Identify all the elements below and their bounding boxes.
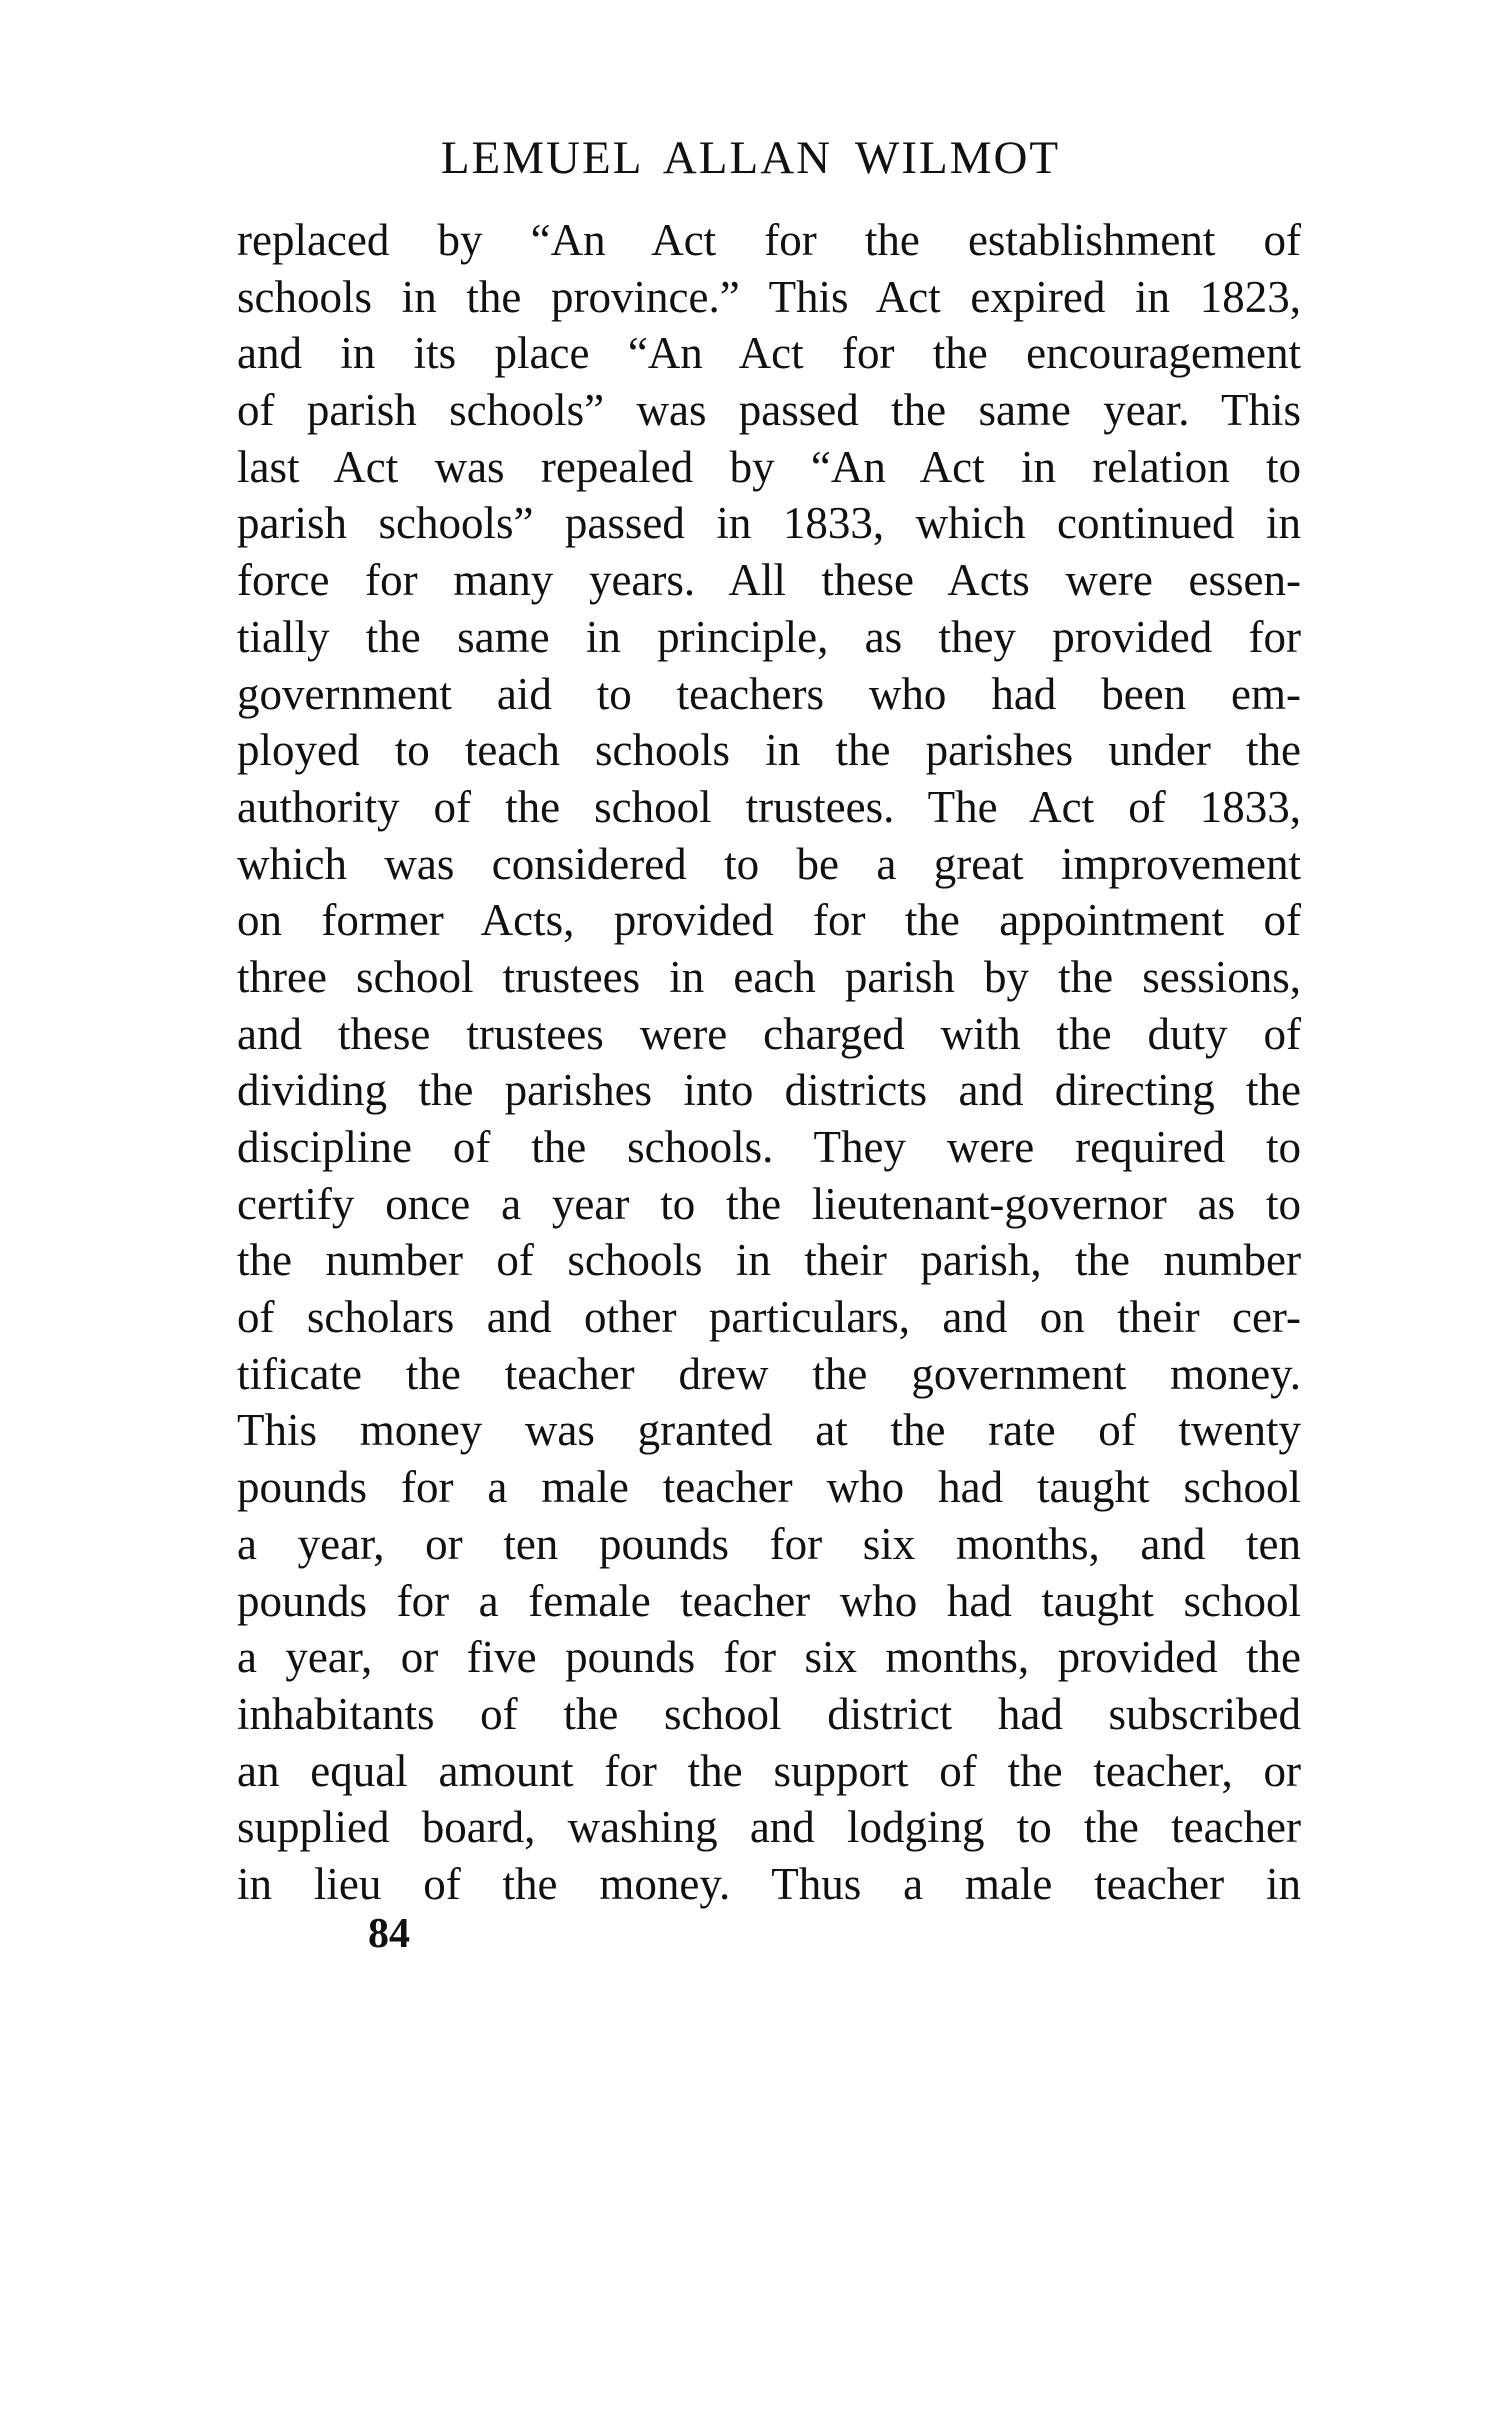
text-line: three school trustees in each parish by the sessions, bbox=[237, 951, 1301, 1002]
page-number: 84 bbox=[368, 1911, 410, 1957]
text-line: ployed to teach schools in the parishes under the bbox=[237, 725, 1301, 776]
text-line: parish schools” passed in 1833, which continued in bbox=[237, 498, 1301, 549]
text-line: last Act was repealed by “An Act in relation to bbox=[237, 441, 1301, 492]
text-line: This money was granted at the rate of twenty bbox=[237, 1405, 1301, 1456]
text-line: replaced by “An Act for the establishment of bbox=[237, 215, 1301, 265]
text-line: pounds for a male teacher who had taught school bbox=[237, 1462, 1301, 1513]
text-line: tially the same in principle, as they provided for bbox=[237, 611, 1301, 662]
text-line: and in its place “An Act for the encouragement bbox=[237, 328, 1301, 379]
text-line: government aid to teachers who had been em- bbox=[237, 668, 1301, 719]
text-line: discipline of the schools. They were required to bbox=[237, 1122, 1301, 1172]
text-line: force for many years. All these Acts were essen- bbox=[237, 555, 1301, 606]
text-line: a year, or five pounds for six months, provided the bbox=[237, 1632, 1301, 1683]
text-line: an equal amount for the support of the teacher, or bbox=[237, 1745, 1301, 1796]
text-line: tificate the teacher drew the government money. bbox=[237, 1348, 1301, 1399]
text-line: the number of schools in their parish, the number bbox=[237, 1235, 1301, 1286]
text-line: a year, or ten pounds for six months, and ten bbox=[237, 1518, 1301, 1569]
text-line: in lieu of the money. Thus a male teacher in bbox=[237, 1858, 1301, 1909]
body-text bbox=[237, 212, 1301, 1913]
text-line: of scholars and other particulars, and on their cer- bbox=[237, 1292, 1301, 1343]
text-line: schools in the province.” This Act expired in 1823, bbox=[237, 271, 1301, 322]
text-line: pounds for a female teacher who had taught school bbox=[237, 1575, 1301, 1626]
text-line: of parish schools” was passed the same year. This bbox=[237, 385, 1301, 436]
text-line: authority of the school trustees. The Act of 1833, bbox=[237, 781, 1301, 832]
text-line: supplied board, washing and lodging to the teacher bbox=[237, 1802, 1301, 1853]
text-line: inhabitants of the school district had subscribed bbox=[237, 1688, 1301, 1739]
text-line: on former Acts, provided for the appointment of bbox=[237, 895, 1301, 946]
text-line: dividing the parishes into districts and directing the bbox=[237, 1065, 1301, 1116]
text-line: which was considered to be a great improvement bbox=[237, 838, 1301, 889]
running-head: LEMUEL ALLAN WILMOT bbox=[440, 132, 1061, 184]
text-line: and these trustees were charged with the duty of bbox=[237, 1008, 1301, 1059]
text-line: certify once a year to the lieutenant-governor as to bbox=[237, 1178, 1301, 1229]
